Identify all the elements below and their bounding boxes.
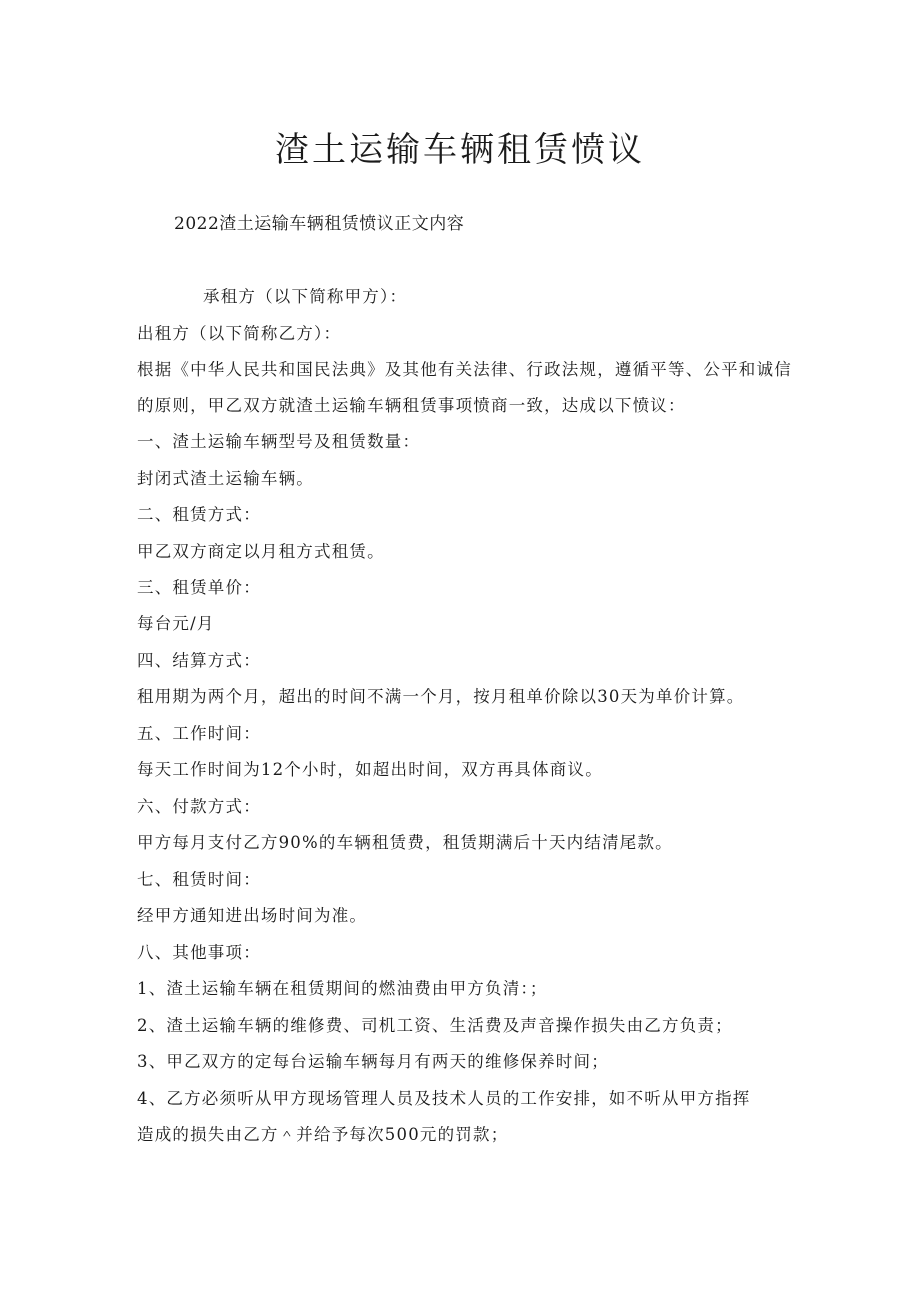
- preamble-line-1: 根据《中华人民共和国民法典》及其他有关法律、行政法规，遵循平等、公平和诚信: [137, 360, 792, 379]
- section-5-heading: 五、工作时间：: [137, 724, 261, 743]
- section-4-body: 租用期为两个月，超出的时间不满一个月，按月租单价除以30天为单价计算。: [137, 687, 745, 706]
- section-8-item-2: 2、渣土运输车辆的维修费、司机工资、生活费及声音操作损失由乙方负责；: [137, 1016, 733, 1035]
- document-title: 渣土运输车辆租赁愤议: [275, 130, 645, 170]
- section-8-item-1: 1、渣土运输车辆在租赁期间的燃油费由甲方负清：；: [137, 979, 548, 998]
- party-a-line: 承租方（以下简称甲方）：: [203, 287, 408, 306]
- section-8-item-4-line-2: 造成的损失由乙方＾并给予每次500元的罚款；: [137, 1125, 509, 1144]
- section-5-body: 每天工作时间为12个小时，如超出时间，双方再具体商议。: [137, 760, 603, 779]
- section-3-heading: 三、租赁单价：: [137, 578, 261, 597]
- section-3-body: 每台元/月: [137, 614, 215, 633]
- section-2-body: 甲乙双方商定以月租方式租赁。: [137, 542, 385, 561]
- section-8-item-3: 3、甲乙双方的定每台运输车辆每月有两天的维修保养时间；: [137, 1052, 609, 1071]
- document-subtitle: 2022渣土运输车辆租赁愤议正文内容: [174, 214, 465, 234]
- section-4-heading: 四、结算方式：: [137, 651, 261, 670]
- section-7-heading: 七、租赁时间：: [137, 870, 261, 889]
- section-1-heading: 一、渣土运输车辆型号及租赁数量：: [137, 432, 421, 451]
- section-8-heading: 八、其他事项：: [137, 943, 261, 962]
- section-6-heading: 六、付款方式：: [137, 797, 261, 816]
- preamble-line-2: 的原则，甲乙双方就渣土运输车辆租赁事项愤商一致，达成以下愤议：: [137, 396, 686, 415]
- section-8-item-4-line-1: 4、乙方必须听从甲方现场管理人员及技术人员的工作安排，如不听从甲方指挥: [137, 1089, 751, 1108]
- section-1-body: 封闭式渣土运输车辆。: [137, 469, 314, 488]
- section-2-heading: 二、租赁方式：: [137, 505, 261, 524]
- section-7-body: 经甲方通知进出场时间为准。: [137, 906, 368, 925]
- section-6-body: 甲方每月支付乙方90%的车辆租赁费，租赁期满后十天内结清尾款。: [137, 833, 673, 852]
- party-b-line: 出租方（以下简称乙方）：: [137, 324, 342, 343]
